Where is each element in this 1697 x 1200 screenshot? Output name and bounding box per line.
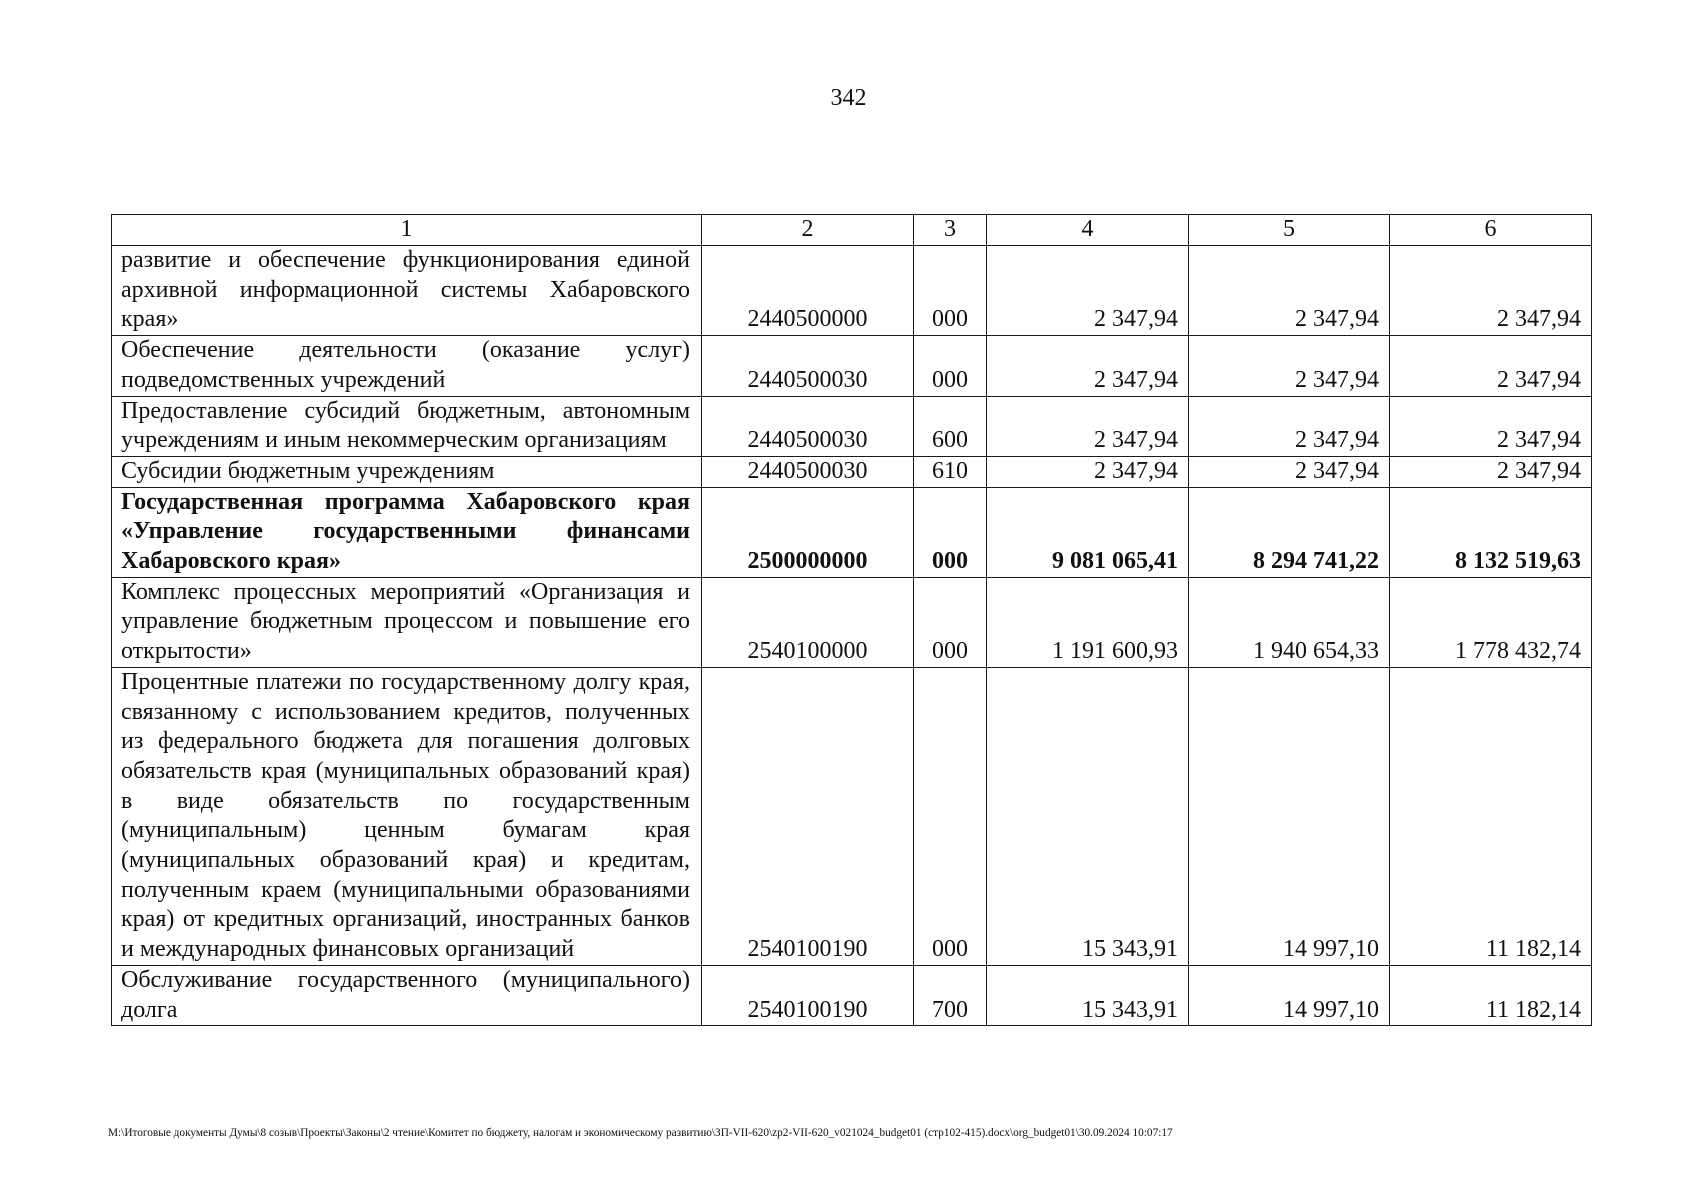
row-type: 000 xyxy=(914,246,987,336)
row-code: 2500000000 xyxy=(702,487,914,577)
row-name: Предоставление субсидий бюджетным, автономным учреждениям и иным некоммерческим организациям xyxy=(112,396,702,456)
row-name: Обеспечение деятельности (оказание услуг) подведомственных учреждений xyxy=(112,336,702,396)
row-value-6: 2 347,94 xyxy=(1390,396,1592,456)
column-number: 1 xyxy=(112,215,702,246)
column-number-row xyxy=(112,215,1592,246)
table-row xyxy=(112,246,1592,336)
row-value-4: 2 347,94 xyxy=(987,336,1189,396)
row-value-4: 2 347,94 xyxy=(987,456,1189,487)
row-name: Комплекс процессных мероприятий «Организация и управление бюджетным процессом и повышение его открытости» xyxy=(112,577,702,667)
column-number: 3 xyxy=(914,215,987,246)
row-value-5: 14 997,10 xyxy=(1189,965,1390,1025)
row-name: Субсидии бюджетным учреждениям xyxy=(112,456,702,487)
row-value-4: 15 343,91 xyxy=(987,667,1189,965)
row-value-4: 9 081 065,41 xyxy=(987,487,1189,577)
row-code: 2440500000 xyxy=(702,246,914,336)
row-code: 2540100190 xyxy=(702,965,914,1025)
row-value-6: 11 182,14 xyxy=(1390,965,1592,1025)
row-value-4: 2 347,94 xyxy=(987,396,1189,456)
page-number: 342 xyxy=(830,85,867,111)
row-code: 2540100190 xyxy=(702,667,914,965)
document-file-path: М:\Итоговые документы Думы\8 созыв\Проекты\Законы\2 чтение\Комитет по бюджету, налогам и экономическому развитию\ЗП-VII-620\zp2-VII-620_v021024_budget01 (стр102-415).docx\org_budget01\30.09.2024 10:07:17 xyxy=(108,1127,1173,1139)
row-value-4: 15 343,91 xyxy=(987,965,1189,1025)
row-value-5: 2 347,94 xyxy=(1189,246,1390,336)
row-value-5: 1 940 654,33 xyxy=(1189,577,1390,667)
row-type: 000 xyxy=(914,667,987,965)
row-code: 2440500030 xyxy=(702,336,914,396)
row-type: 610 xyxy=(914,456,987,487)
row-value-5: 2 347,94 xyxy=(1189,396,1390,456)
row-value-6: 2 347,94 xyxy=(1390,246,1592,336)
row-type: 000 xyxy=(914,336,987,396)
row-type: 700 xyxy=(914,965,987,1025)
row-code: 2440500030 xyxy=(702,396,914,456)
budget-table xyxy=(111,214,1592,1026)
table-row xyxy=(112,336,1592,396)
table-row xyxy=(112,577,1592,667)
row-value-5: 8 294 741,22 xyxy=(1189,487,1390,577)
row-value-6: 8 132 519,63 xyxy=(1390,487,1592,577)
column-number: 2 xyxy=(702,215,914,246)
column-number: 5 xyxy=(1189,215,1390,246)
row-value-6: 11 182,14 xyxy=(1390,667,1592,965)
row-value-4: 1 191 600,93 xyxy=(987,577,1189,667)
row-name: развитие и обеспечение функционирования единой архивной информационной системы Хабаровского края» xyxy=(112,246,702,336)
row-type: 600 xyxy=(914,396,987,456)
row-value-6: 1 778 432,74 xyxy=(1390,577,1592,667)
row-code: 2540100000 xyxy=(702,577,914,667)
column-number: 6 xyxy=(1390,215,1592,246)
row-value-5: 2 347,94 xyxy=(1189,336,1390,396)
row-name: Процентные платежи по государственному долгу края, связанному с использованием кредитов, полученных из федерального бюджета для погашения долговых обязательств края (муниципальных образований края) в виде обязательств по государственным (муниципальным) ценным бумагам края (муниципальных образований края) и кредитам, полученным краем (муниципальными образованиями края) от кредитных организаций, иностранных банков и международных финансовых организаций xyxy=(112,667,702,965)
row-code: 2440500030 xyxy=(702,456,914,487)
row-name: Государственная программа Хабаровского края «Управление государственными финансами Хабаровского края» xyxy=(112,487,702,577)
row-value-5: 2 347,94 xyxy=(1189,456,1390,487)
table-row xyxy=(112,965,1592,1025)
table-row xyxy=(112,456,1592,487)
table-row xyxy=(112,667,1592,965)
row-name: Обслуживание государственного (муниципального) долга xyxy=(112,965,702,1025)
column-number: 4 xyxy=(987,215,1189,246)
row-type: 000 xyxy=(914,487,987,577)
table-row xyxy=(112,487,1592,577)
row-value-5: 14 997,10 xyxy=(1189,667,1390,965)
row-value-6: 2 347,94 xyxy=(1390,456,1592,487)
row-value-6: 2 347,94 xyxy=(1390,336,1592,396)
row-value-4: 2 347,94 xyxy=(987,246,1189,336)
row-type: 000 xyxy=(914,577,987,667)
table-row xyxy=(112,396,1592,456)
